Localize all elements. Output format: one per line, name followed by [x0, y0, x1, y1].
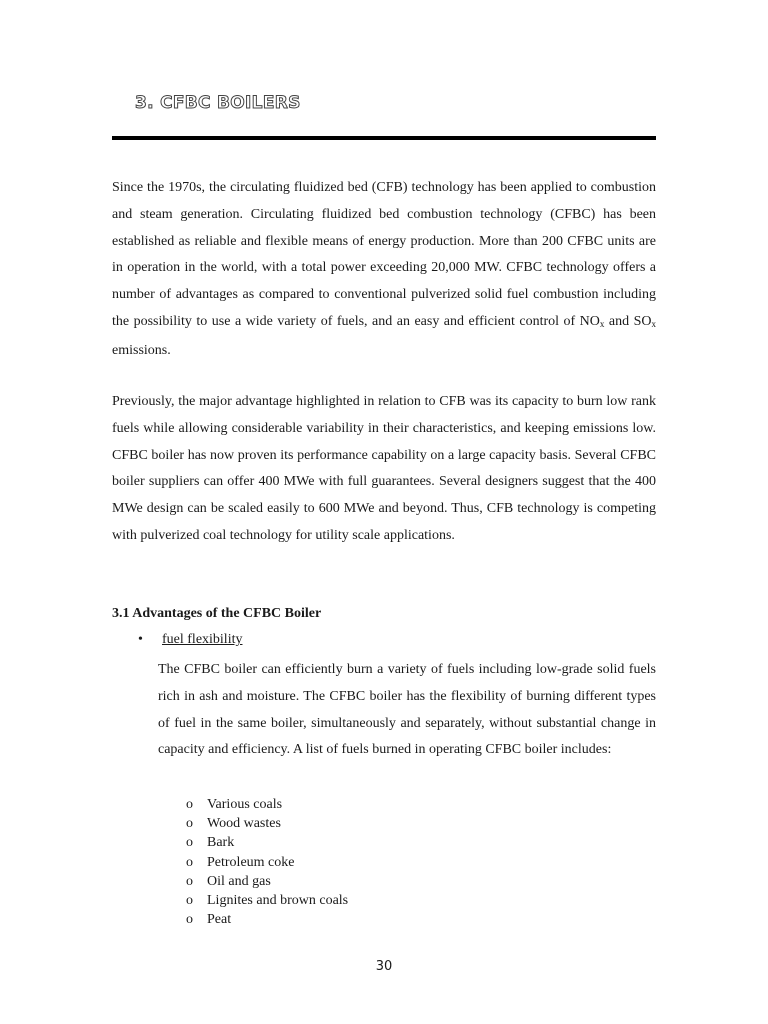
bullet-fuel-flexibility: [138, 632, 242, 648]
advantage-paragraph: Previously, the major advantage highlighted in relation to CFB was its capacity to burn low rank fuels while allowing considerable variability in their characteristics, and keeping emissions low. CFBC boiler has now proven its performance capability on a large capacity basis. Several CFBC boiler suppliers can offer 400 MWe with full guarantees. Several designers suggest that the 400 MWe design can be scaled easily to 600 MWe and beyond. Thus, CFB technology is competing with pulverized coal technology for utility scale applications.: [112, 394, 656, 543]
list-item: [186, 910, 348, 929]
fuel-flexibility-paragraph: The CFBC boiler can efficiently burn a variety of fuels including low-grade solid fuels rich in ash and moisture. The CFBC boiler has the flexibility of burning different types of fuel in the same boiler, simultaneously and separately, without substantial change in capacity and efficiency. A list of fuels burned in operating CFBC boiler includes:: [158, 662, 656, 758]
intro-text: Since the 1970s, the circulating fluidized bed (CFB) technology has been applied to combustion and steam generation. Circulating fluidized bed combustion technology (CFBC) has been established as reliable and flexible means of energy production. More than 200 CFBC units are in operation in the world, with a total power exceeding 20,000 MW. CFBC technology offers a number of advantages as compared to conventional pulverized solid fuel combustion including the possibility to use a wide variety of fuels, and an easy and efficient control of NO: [112, 180, 656, 329]
section-heading: 3.1 Advantages of the CFBC Boiler: [112, 606, 322, 621]
bullet-label: fuel flexibility: [162, 632, 243, 647]
list-item: [186, 872, 348, 891]
fuel-name: Various coals: [207, 797, 283, 812]
title-divider: [112, 136, 656, 140]
list-marker: o: [186, 912, 193, 928]
page-title: 3. CFBC BOILERS: [135, 93, 301, 113]
nox-subscript: x: [599, 318, 605, 329]
intro-text-end: emissions.: [112, 342, 171, 358]
list-marker: o: [186, 854, 193, 870]
fuel-name: Oil and gas: [207, 873, 271, 889]
fuel-name: Petroleum coke: [207, 854, 295, 870]
list-marker: o: [186, 893, 193, 909]
fuel-list: [186, 795, 348, 929]
list-marker: o: [186, 797, 193, 812]
intro-paragraph: [112, 175, 656, 365]
list-item: [186, 795, 348, 814]
list-marker: o: [186, 835, 193, 851]
sox-subscript: x: [651, 318, 656, 329]
list-item: [186, 853, 348, 872]
list-marker: o: [186, 816, 193, 832]
page-number: 30: [375, 959, 393, 974]
list-item: [186, 833, 348, 852]
list-item: [186, 891, 348, 910]
fuel-name: Lignites and brown coals: [207, 893, 349, 909]
bullet-marker: •: [138, 632, 143, 647]
list-marker: o: [186, 873, 193, 889]
fuel-name: Wood wastes: [207, 816, 281, 832]
intro-text-continued: and SO: [604, 313, 652, 329]
fuel-name: Bark: [207, 835, 235, 851]
list-item: [186, 814, 348, 833]
fuel-name: Peat: [207, 912, 232, 928]
